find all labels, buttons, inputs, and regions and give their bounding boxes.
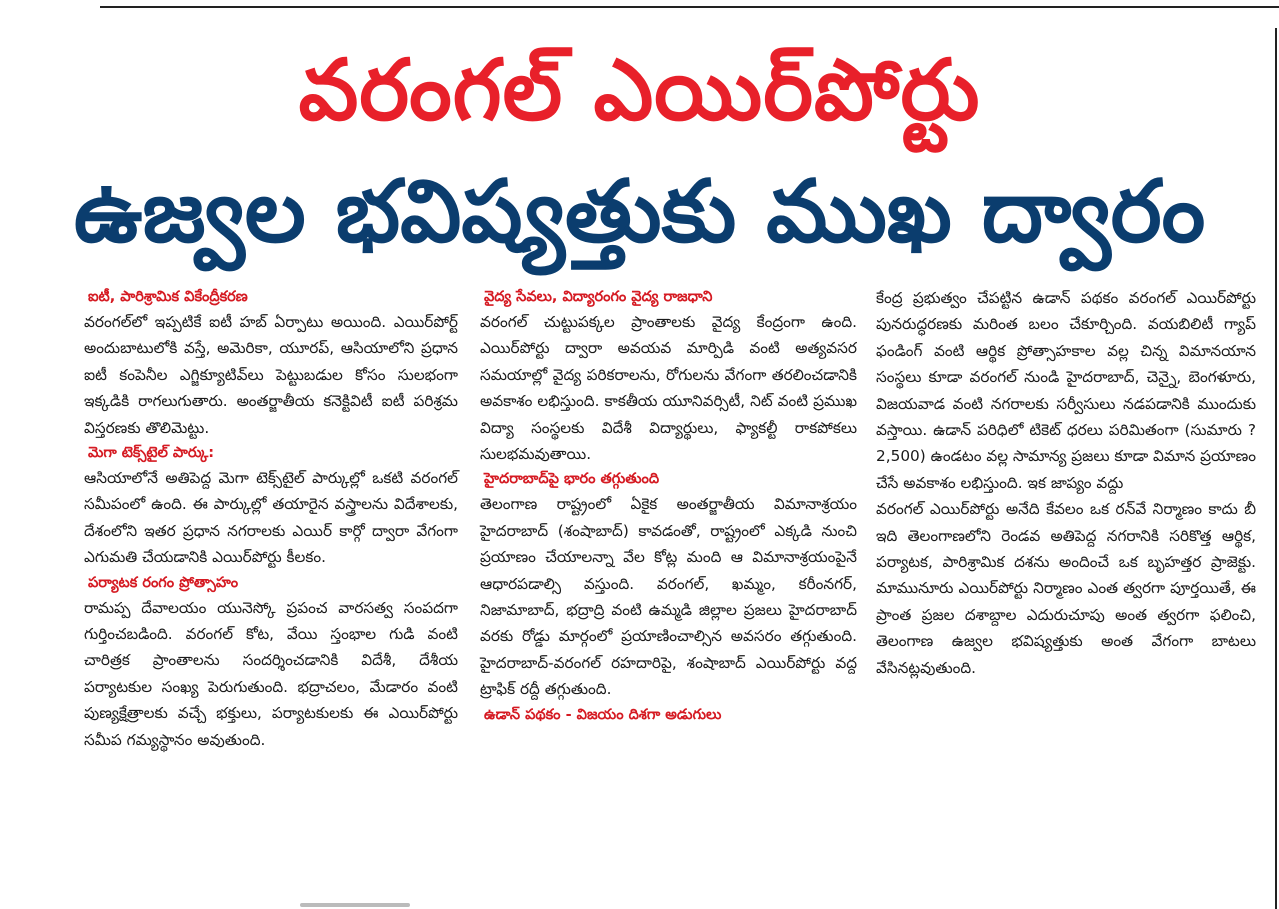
headline-line-1: వరంగల్ ఎయిర్‌పోర్టు	[298, 41, 981, 139]
top-rule	[100, 6, 1279, 8]
para-hyderabad-burden: తెలంగాణ రాష్ట్రంలో ఏకైక అంతర్జాతీయ విమానాశ్రయం హైదరాబాద్ (శంషాబాద్) కావడంతో, రాష్ట్రంలో ఎక్కడి నుంచి ప్రయాణం చేయాలన్నా వేల కోట్ల మంది ఆ విమానాశ్రయంపైనే ఆధారపడాల్సి వస్తుంది. వరంగల్, ఖమ్మం, కరీంనగర్, నిజామాబాద్, భద్రాద్రి వంటి ఉమ్మడి జిల్లాల ప్రజలు హైదరాబాద్ వరకు రోడ్డు మార్గంలో ప్రయాణించాల్సిన అవసరం తగ్గుతుంది. హైదరాబాద్-వరంగల్ రహదారిపై, శంషాబాద్ ఎయిర్‌పోర్టు వద్ద ట్రాఫిక్ రద్దీ తగ్గుతుంది.	[480, 495, 857, 699]
article-column-3	[876, 285, 1256, 681]
headline-line-2: ఉజ్వల భవిష్యత్తుకు ముఖ ద్వారం	[73, 162, 1206, 262]
para-tourism: రామప్ప దేవాలయం యునెస్కో ప్రపంచ వారసత్వ సంపదగా గుర్తించబడింది. వరంగల్ కోట, వేయి స్తంభాల గుడి వంటి చారిత్రక ప్రాంతాలను సందర్శించడానికి విదేశీ, దేశీయ పర్యాటకుల సంఖ్య పెరుగుతుంది. భద్రాచలం, మేడారం వంటి పుణ్యక్షేత్రాలకు వచ్చే భక్తులు, పర్యాటకులకు ఈ ఎయిర్‌పోర్టు సమీప గమ్యస్థానం అవుతుంది.	[84, 598, 458, 749]
para-conclusion: వరంగల్ ఎయిర్‌పోర్టు అనేది కేవలం ఒక రన్‌వే నిర్మాణం కాదు బీ ఇది తెలంగాణలోని రెండవ అతిపెద్ద నగరానికి సరికొత్త ఆర్థిక, పర్యాటక, పారిశ్రామిక దశను అందించే ఒక బృహత్తర ప్రాజెక్టు. మామునూరు ఎయిర్‌పోర్టు నిర్మాణం ఎంత త్వరగా పూర్తయితే, ఈ ప్రాంత ప్రజల దశాబ్దాల ఎదురుచూపు అంత త్వరగా ఫలించి, తెలంగాణ ఉజ్వల భవిష్యత్తుకు అంత వేగంగా బాటలు వేసినట్లవుతుంది.	[876, 500, 1256, 677]
para-it-hub: వరంగల్‌లో ఇప్పటికే ఐటీ హబ్ ఏర్పాటు అయింది. ఎయిర్‌పోర్ట్ అందుబాటులోకి వస్తే, అమెరికా, యూరప్, ఆసియాలోని ప్రధాన ఐటీ కంపెనీల ఎగ్జిక్యూటివ్‌లు పెట్టుబడుల కోసం సులభంగా ఇక్కడికి రాగలుగుతారు. అంతర్జాతీయ కనెక్టివిటీ ఐటీ పరిశ్రమ విస్తరణకు తొలిమెట్టు.	[84, 313, 458, 437]
para-medical-education: వరంగల్ చుట్టుపక్కల ప్రాంతాలకు వైద్య కేంద్రంగా ఉంది. ఎయిర్‌పోర్టు ద్వారా అవయవ మార్పిడి వంటి అత్యవసర సమయాల్లో వైద్య పరికరాలను, రోగులను వేగంగా తరలించడానికి అవకాశం లభిస్తుంది. కాకతీయ యూనివర్సిటీ, నిట్ వంటి ప్రముఖ విద్యా సంస్థలకు విదేశీ విద్యార్థులు, ఫ్యాకల్టీ రాకపోకలు సులభమవుతాయి.	[480, 313, 857, 464]
subhead-it-decentralization: ఐటీ, పారిశ్రామిక వికేంద్రీకరణ	[88, 289, 248, 305]
cut-off-text-fragment	[300, 903, 410, 907]
subhead-tourism: పర్యాటక రంగం ప్రోత్సాహం	[88, 574, 239, 591]
para-textile-park: ఆసియాలోనే అతిపెద్ద మెగా టెక్స్‌టైల్ పార్కుల్లో ఒకటి వరంగల్ సమీపంలో ఉంది. ఈ పార్కుల్లో తయారైన వస్త్రాలను విదేశాలకు, దేశంలోని ఇతర ప్రధాన నగరాలకు ఎయిర్ కార్గో ద్వారా వేగంగా ఎగుమతి చేయడానికి ఎయిర్‌పోర్టు కీలకం.	[84, 469, 458, 567]
para-udan-scheme: కేంద్ర ప్రభుత్వం చేపట్టిన ఉడాన్ పథకం వరంగల్ ఎయిర్‌పోర్టు పునరుద్ధరణకు మరింత బలం చేకూర్చింది. వయబిలిటీ గ్యాప్ ఫండింగ్ వంటి ఆర్థిక ప్రోత్సాహకాల వల్ల చిన్న విమానయాన సంస్థలు కూడా వరంగల్ నుండి హైదరాబాద్, చెన్నై, బెంగళూరు, విజయవాడ వంటి నగరాలకు సర్వీసులు నడపడానికి ముందుకు వస్తాయి. ఉడాన్ పరిధిలో టికెట్ ధరలు పరిమితంగా (సుమారు ?2,500) ఉండటం వల్ల సామాన్య ప్రజలు కూడా విమాన ప్రయాణం చేసే అవకాశం లభిస్తుంది. ఇక జాప్యం వద్దు	[876, 289, 1256, 492]
subhead-medical-education: వైద్య సేవలు, విద్యారంగం వైద్య రాజధాని	[484, 289, 713, 305]
subhead-textile-park: మెగా టెక్స్‌టైల్ పార్కు:	[88, 445, 215, 462]
subhead-hyderabad-burden: హైదరాబాద్‌పై భారం తగ్గుతుంది	[484, 471, 660, 488]
article-column-1	[84, 285, 458, 753]
subhead-udan-scheme: ఉడాన్ పథకం - విజయం దిశగా అడుగులు	[484, 706, 722, 723]
article-column-2	[480, 285, 857, 727]
